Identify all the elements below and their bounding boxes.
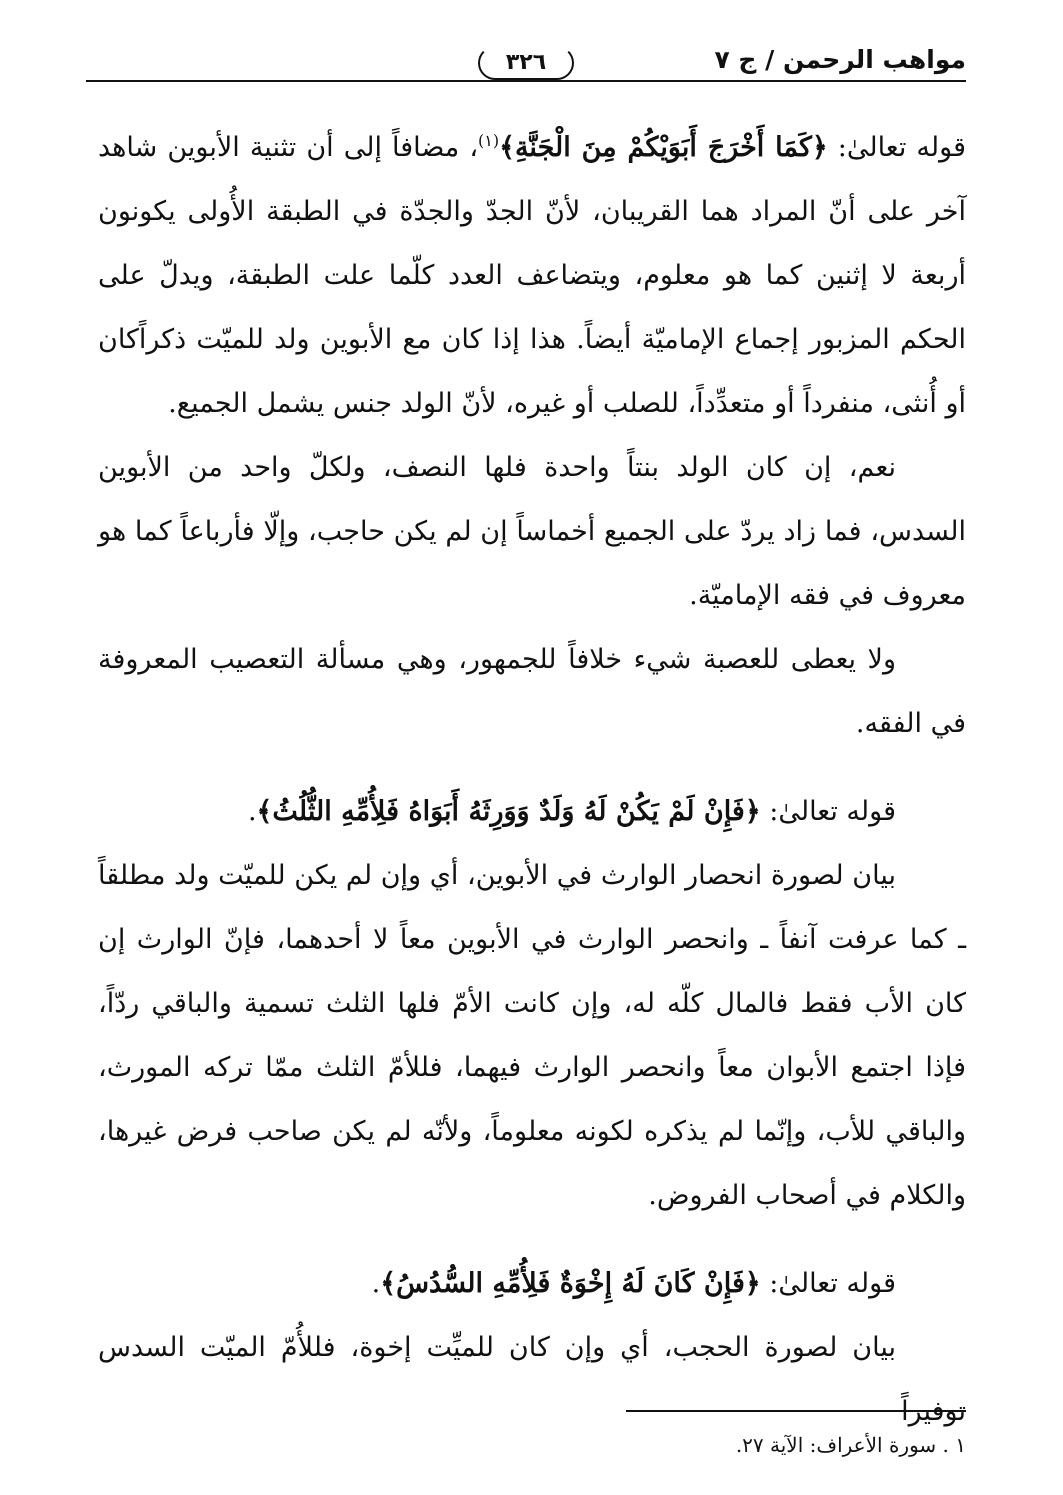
verse-end: . (371, 1268, 381, 1299)
page-header (86, 42, 966, 82)
verse-intro: قوله تعالىٰ: (827, 132, 966, 163)
body-text (98, 116, 966, 1444)
footnote: ١ . سورة الأعراف: الآية ٢٧. (735, 1433, 966, 1457)
paragraph (98, 116, 966, 436)
verse-end: . (247, 796, 257, 827)
paragraph: ولا يعطى للعصبة شيء خلافاً للجمهور، وهي مسألة التعصيب المعروفة في الفقه. (98, 644, 966, 739)
footnote-reference: (١) (478, 131, 500, 150)
paragraph: بيان لصورة انحصار الوارث في الأبوين، أي وإن لم يكن للميّت ولد مطلقاً ـ كما عرفت آنفاً ـ وانحصر الوارث في الأبوين معاً لا أحدهما، فإنّ الوارث إن كان الأب فقط فالمال كلّه له، وإن كانت الأمّ فلها الثلث تسمية والباقي ردّاً، فإذا اجتمع الأبوان معاً وانحصر الوارث فيهما، فللأمّ الثلث ممّا تركه المورث، والباقي للأب، وإنّما لم يذكره لكونه معلوماً، ولأنّه لم يكن صاحب فرض غيرها، والكلام في أصحاب الفروض. (98, 860, 967, 1211)
quran-verse: ﴿فَإِنْ لَمْ يَكُنْ لَهُ وَلَدٌ وَوَرِثَهُ أَبَوَاهُ فَلِأُمِّهِ الثُّلُثُ﴾ (256, 796, 761, 827)
quran-verse: ﴿كَمَا أَخْرَجَ أَبَوَيْكُمْ مِنَ الْجَنَّةِ﴾ (499, 132, 828, 163)
running-title: مواهب الرحمن / ج ٧ (714, 45, 966, 74)
paragraph-text: ، مضافاً إلى أن تثنية الأبوين شاهد آخر على أنّ المراد هما القريبان، لأنّ الجدّ والجدّة في الطبقة الأُولى يكونون أربعة لا إثنين كما هو معلوم، ويتضاعف العدد كلّما علت الطبقة، ويدلّ على الحكم المزبور إجماع الإماميّة أيضاً. هذا إذا كان مع الأبوين ولد للميّت ذكراًكان أو أُنثى، منفرداً أو متعدِّداً، للصلب أو غيره، لأنّ الولد جنس يشمل الجميع. (98, 132, 966, 419)
verse-heading (98, 1252, 966, 1316)
header-divider (86, 80, 966, 82)
page-number: ٣٢٦ (478, 46, 574, 80)
verse-heading (98, 780, 966, 844)
verse-intro: قوله تعالىٰ: (760, 1268, 896, 1299)
verse-intro: قوله تعالىٰ: (760, 796, 896, 827)
quran-verse: ﴿فَإِنْ كَانَ لَهُ إِخْوَةٌ فَلِأُمِّهِ السُّدُسُ﴾ (380, 1268, 761, 1299)
footnote-divider (626, 1410, 966, 1412)
paragraph: بيان لصورة الحجب، أي وإن كان للميِّت إخوة، فللأُمّ الميّت السدس توفيراً (98, 1332, 966, 1427)
paragraph: نعم، إن كان الولد بنتاً واحدة فلها النصف، ولكلّ واحد من الأبوين السدس، فما زاد يردّ على الجميع أخماساً إن لم يكن حاجب، وإلّا فأرباعاً كما هو معروف في فقه الإماميّة. (98, 452, 966, 611)
